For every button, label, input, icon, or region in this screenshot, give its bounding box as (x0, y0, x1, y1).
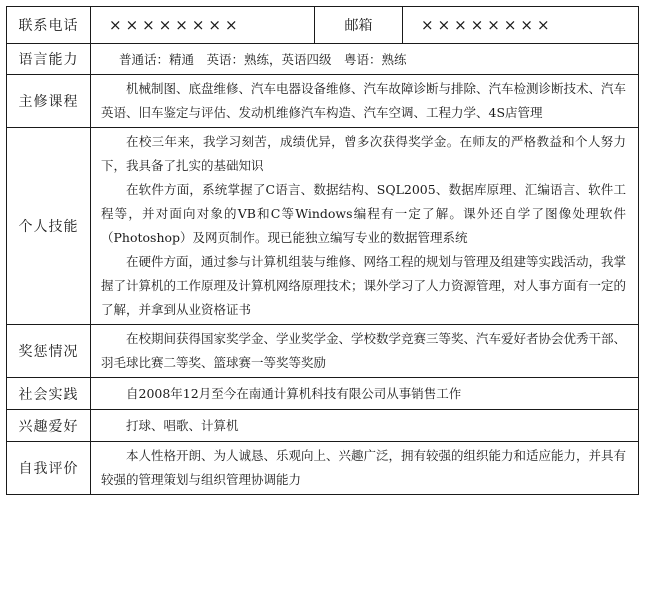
self-eval-cell (91, 442, 639, 495)
practice-row (7, 378, 639, 410)
courses-row (7, 75, 639, 128)
contact-row (7, 7, 639, 44)
awards-row (7, 325, 639, 378)
resume-table (6, 6, 639, 495)
hobbies-label: 兴趣爱好 (7, 410, 91, 442)
phone-value: ×××××××× (91, 7, 315, 44)
courses-value: 机械制图、底盘维修、汽车电器设备维修、汽车故障诊断与排除、汽车检测诊断技术、汽车英语、旧车鉴定与评估、发动机维修汽车构造、汽车空调、工程力学、4S店管理 (101, 81, 627, 120)
skills-paragraph-3: 在硬件方面，通过参与计算机组装与维修、网络工程的规划与管理及组建等实践活动，我掌握了计算机的工作原理及计算机网络原理技术；课外学习了人力资源管理，对人事方面有一定的了解，并拿到从业资格证书 (101, 254, 627, 317)
email-value: ×××××××× (403, 7, 639, 44)
practice-cell (91, 378, 639, 410)
practice-value: 自2008年12月至今在南通计算机科技有限公司从事销售工作 (126, 385, 462, 401)
practice-label: 社会实践 (7, 378, 91, 410)
language-row (7, 44, 639, 75)
self-eval-label: 自我评价 (7, 442, 91, 495)
hobbies-row (7, 410, 639, 442)
skills-paragraph-1: 在校三年来，我学习刻苦，成绩优异，曾多次获得奖学金。在师友的严格教益和个人努力下，我具备了扎实的基础知识 (101, 134, 626, 173)
self-eval-value: 本人性格开朗、为人诚恳、乐观向上、兴趣广泛，拥有较强的组织能力和适应能力，并具有较强的管理策划与组织管理协调能力 (101, 448, 627, 487)
awards-value: 在校期间获得国家奖学金、学业奖学金、学校数学竞赛三等奖、汽车爱好者协会优秀干部、羽毛球比赛二等奖、篮球赛一等奖等奖励 (101, 331, 627, 370)
courses-cell (91, 75, 639, 128)
skills-paragraph-2: 在软件方面，系统掌握了C语言、数据结构、SQL2005、数据库原理、汇编语言、软件工程等，并对面向对象的VB和C等Windows编程有一定了解。课外还自学了图像处理软件（Photoshop）及网页制作。现已能独立编写专业的数据管理系统 (101, 182, 626, 245)
awards-cell (91, 325, 639, 378)
skills-cell (91, 128, 639, 325)
hobbies-value: 打球、唱歌、计算机 (126, 417, 239, 433)
skills-row (7, 128, 639, 325)
skills-label: 个人技能 (7, 128, 91, 325)
hobbies-cell (91, 410, 639, 442)
phone-label: 联系电话 (7, 7, 91, 44)
courses-label: 主修课程 (7, 75, 91, 128)
awards-label: 奖惩情况 (7, 325, 91, 378)
language-label: 语言能力 (7, 44, 91, 75)
self-eval-row (7, 442, 639, 495)
language-value: 普通话：精通 英语：熟练，英语四级 粤语：熟练 (91, 44, 639, 75)
email-label: 邮箱 (315, 7, 403, 44)
